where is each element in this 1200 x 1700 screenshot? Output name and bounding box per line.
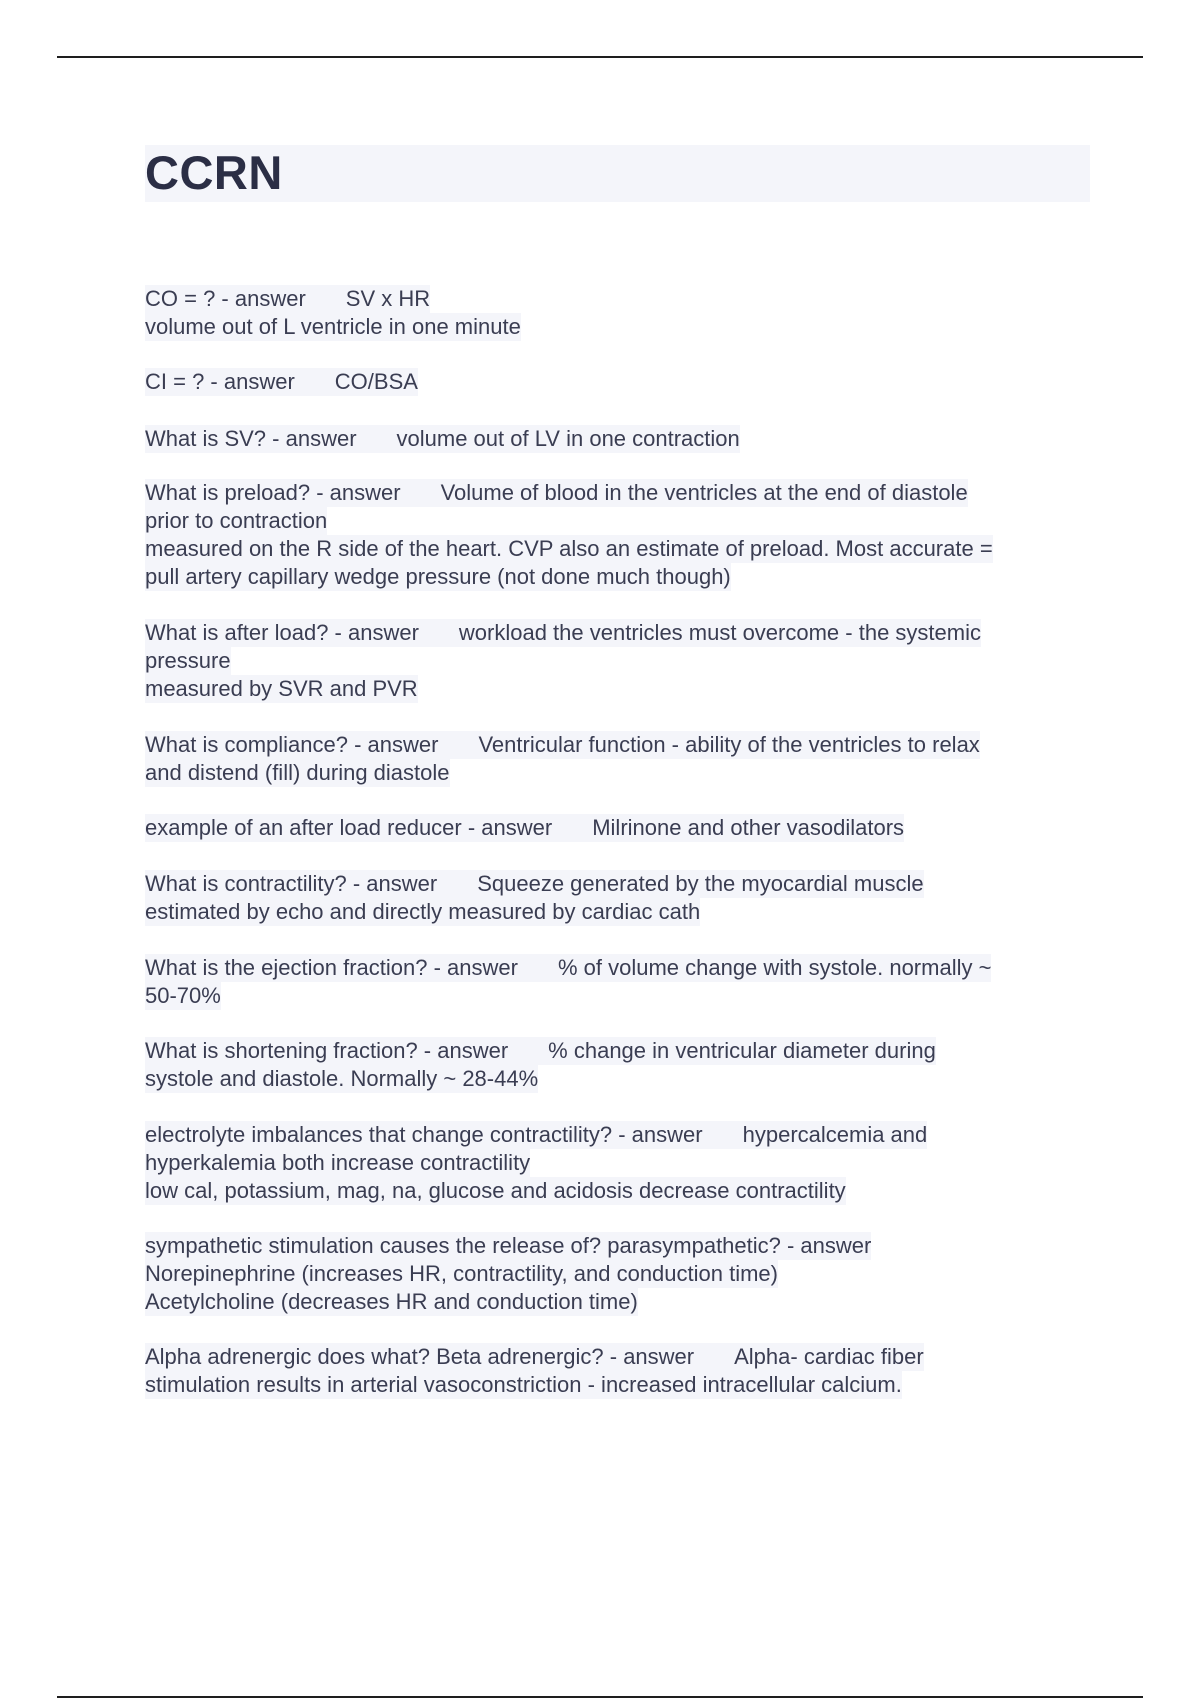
qa-line (145, 479, 968, 507)
qa-line (145, 619, 981, 647)
qa-entry-preload (145, 479, 1090, 591)
qa-entry-electrolytes (145, 1121, 1090, 1205)
qa-entry-contractility (145, 870, 1090, 926)
answer-line: measured by SVR and PVR (145, 676, 418, 701)
qa-line (145, 731, 980, 759)
qa-entry-sv (145, 425, 1090, 453)
answer-text: Ventricular function - ability of the ventricles to relax (478, 732, 980, 757)
question-text: What is shortening fraction? - answer (145, 1038, 509, 1063)
answer-line: pull artery capillary wedge pressure (not done much though) (145, 564, 731, 589)
answer-line: volume out of L ventricle in one minute (145, 314, 521, 339)
question-text: What is contractility? - answer (145, 871, 438, 896)
qa-line (145, 1121, 927, 1149)
question-text: What is after load? - answer (145, 620, 419, 645)
answer-line: pressure (145, 648, 231, 673)
answer-line: systole and diastole. Normally ~ 28-44% (145, 1066, 539, 1091)
answer-text: hypercalcemia and (742, 1122, 928, 1147)
qa-entry-afterload-reducer (145, 814, 1090, 842)
answer-text: SV x HR (345, 286, 431, 311)
qa-line (145, 285, 430, 313)
answer-line: estimated by echo and directly measured by cardiac cath (145, 899, 701, 924)
answer-text: % of volume change with systole. normally ~ (557, 955, 992, 980)
answer-line: 50-70% (145, 983, 221, 1008)
answer-text: Squeeze generated by the myocardial muscle (477, 871, 924, 896)
qa-entry-ejection-fraction (145, 954, 1090, 1010)
qa-line (145, 425, 740, 453)
qa-entry-ci (145, 368, 1090, 396)
question-text: electrolyte imbalances that change contractility? - answer (145, 1122, 703, 1147)
question-text: sympathetic stimulation causes the release of? parasympathetic? - answer (145, 1233, 872, 1258)
qa-entry-autonomic (145, 1232, 1090, 1316)
document-title: CCRN (145, 146, 283, 199)
question-text: CO = ? - answer (145, 286, 306, 311)
title-highlight (145, 145, 1090, 202)
question-text: What is the ejection fraction? - answer (145, 955, 518, 980)
qa-line (145, 1343, 924, 1371)
answer-line: low cal, potassium, mag, na, glucose and acidosis decrease contractility (145, 1178, 846, 1203)
question-text: Alpha adrenergic does what? Beta adrenergic? - answer (145, 1344, 695, 1369)
question-text: What is compliance? - answer (145, 732, 439, 757)
answer-line: Acetylcholine (decreases HR and conduction time) (145, 1289, 638, 1314)
bottom-rule (57, 1696, 1143, 1698)
answer-line: Norepinephrine (increases HR, contractility, and conduction time) (145, 1261, 778, 1286)
answer-line: prior to contraction (145, 508, 328, 533)
qa-entry-co (145, 285, 1090, 341)
answer-line: and distend (fill) during diastole (145, 760, 450, 785)
answer-text: workload the ventricles must overcome - the systemic (458, 620, 981, 645)
qa-line (145, 1232, 871, 1260)
answer-text: CO/BSA (334, 369, 418, 394)
question-text: CI = ? - answer (145, 369, 295, 394)
answer-text: Milrinone and other vasodilators (592, 815, 905, 840)
qa-entry-adrenergic (145, 1343, 1090, 1399)
answer-text: Volume of blood in the ventricles at the end of diastole (440, 480, 968, 505)
qa-line (145, 954, 991, 982)
answer-line: stimulation results in arterial vasoconstriction - increased intracellular calcium. (145, 1372, 902, 1397)
answer-text: Alpha- cardiac fiber (734, 1344, 924, 1369)
question-text: What is preload? - answer (145, 480, 401, 505)
qa-entry-compliance (145, 731, 1090, 787)
qa-line (145, 814, 904, 842)
answer-line: hyperkalemia both increase contractility (145, 1150, 531, 1175)
question-text: What is SV? - answer (145, 426, 357, 451)
qa-line (145, 368, 418, 396)
qa-entry-shortening-fraction (145, 1037, 1090, 1093)
question-text: example of an after load reducer - answer (145, 815, 553, 840)
qa-entry-afterload (145, 619, 1090, 703)
top-rule (57, 56, 1143, 58)
qa-line (145, 870, 924, 898)
answer-text: volume out of LV in one contraction (396, 426, 740, 451)
answer-text: % change in ventricular diameter during (548, 1038, 936, 1063)
answer-line: measured on the R side of the heart. CVP also an estimate of preload. Most accurate = (145, 536, 993, 561)
qa-line (145, 1037, 936, 1065)
